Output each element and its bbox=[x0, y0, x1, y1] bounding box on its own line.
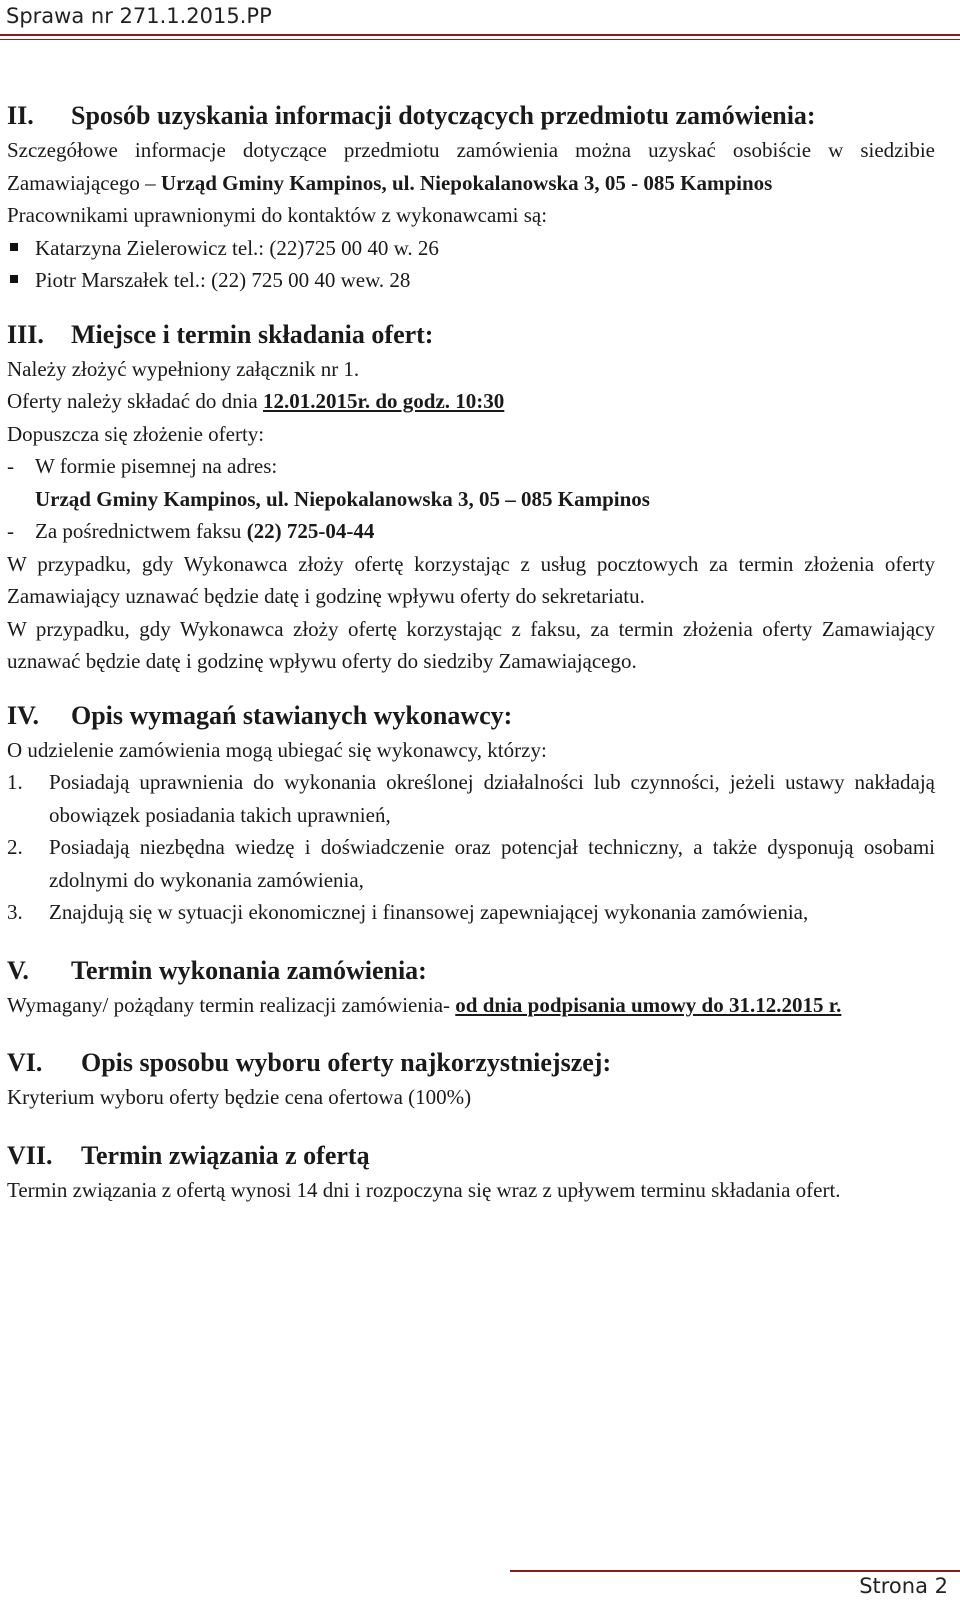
requirement-item: 1. Posiadają uprawnienia do wykonania określonej działalności lub czynności, jeżeli ustawy nakładają obowiązek posiadania takich uprawnień, bbox=[7, 770, 935, 827]
footer-rule bbox=[510, 1570, 960, 1572]
section-6-text: Kryterium wyboru oferty będzie cena ofertowa (100%) bbox=[7, 1085, 472, 1109]
section-5-text: Wymagany/ pożądany termin realizacji zamówienia- od dnia podpisania umowy do 31.12.2015 r. bbox=[7, 992, 842, 1017]
document-header: Sprawa nr 271.1.2015.PP bbox=[6, 4, 272, 28]
section-3-line-3: Dopuszcza się złożenie oferty: bbox=[7, 421, 265, 446]
section-7-heading: VII. Termin związania z ofertą bbox=[7, 1140, 370, 1170]
document-body bbox=[7, 98, 935, 1206]
contact-item: Piotr Marszałek tel.: (22) 725 00 40 wew. 28 bbox=[7, 264, 935, 297]
section-4-intro: O udzielenie zamówienia mogą ubiegać się wykonawcy, którzy: bbox=[7, 737, 547, 762]
section-6-heading: VI. Opis sposobu wyboru oferty najkorzystniejszej: bbox=[7, 1048, 612, 1077]
dash-item: - Za pośrednictwem faksu (22) 725-04-44 bbox=[7, 519, 375, 543]
fax-paragraph: W przypadku, gdy Wykonawca złoży ofertę korzystając z faksu, za termin złożenia oferty Zamawiający uznawać będzie datę i godzinę wpływu oferty do siedziby Zamawiającego. bbox=[7, 616, 935, 673]
header-rule bbox=[0, 34, 960, 36]
page-number: Strona 2 bbox=[859, 1574, 948, 1598]
section-3-deadline: Oferty należy składać do dnia 12.01.2015r. do godz. 10:30 bbox=[7, 389, 505, 413]
contacts-intro: Pracownikami uprawnionymi do kontaktów z wykonawcami są: bbox=[7, 203, 548, 227]
section-2-heading: II. Sposób uzyskania informacji dotyczących przedmiotu zamówienia: bbox=[7, 101, 816, 130]
section-7-text: Termin związania z ofertą wynosi 14 dni i rozpoczyna się wraz z upływem terminu składania ofert. bbox=[7, 1177, 841, 1202]
section-2-paragraph: Szczegółowe informacje dotyczące przedmiotu zamówienia można uzyskać osobiście w siedzibie Zamawiającego – Urząd Gminy Kampinos, ul. Niepokalanowska 3, 05 - 085 Kampinos bbox=[7, 138, 935, 195]
header-rule-thin bbox=[0, 39, 960, 40]
delivery-address: Urząd Gminy Kampinos, ul. Niepokalanowska 3, 05 – 085 Kampinos bbox=[35, 486, 650, 511]
bullet-square-icon bbox=[10, 275, 18, 283]
section-5-heading: V. Termin wykonania zamówienia: bbox=[7, 955, 427, 985]
section-4-heading: IV. Opis wymagań stawianych wykonawcy: bbox=[7, 700, 513, 730]
section-3-line-1: Należy złożyć wypełniony załącznik nr 1. bbox=[7, 356, 360, 381]
requirement-item: 3. Znajdują się w sytuacji ekonomicznej i finansowej zapewniającej wykonania zamówienia, bbox=[7, 900, 809, 924]
requirement-item: 2. Posiadają niezbędna wiedzę i doświadczenie oraz potencjał techniczny, a także dysponują osobami zdolnymi do wykonania zamówienia, bbox=[7, 835, 935, 892]
post-paragraph: W przypadku, gdy Wykonawca złoży ofertę korzystając z usług pocztowych za termin złożenia oferty Zamawiający uznawać będzie datę i godzinę wpływu oferty do sekretariatu. bbox=[7, 551, 935, 608]
section-3-heading: III. Miejsce i termin składania ofert: bbox=[7, 319, 434, 349]
contact-item: Katarzyna Zielerowicz tel.: (22)725 00 40 w. 26 bbox=[7, 232, 935, 265]
dash-item: - W formie pisemnej na adres: bbox=[7, 454, 278, 478]
bullet-square-icon bbox=[10, 243, 18, 251]
